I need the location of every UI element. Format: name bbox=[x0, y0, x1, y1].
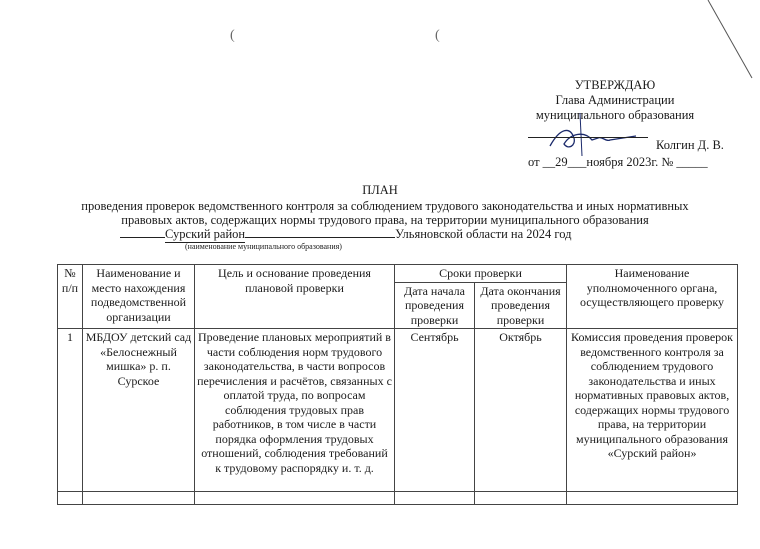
plan-subtitle bbox=[60, 199, 710, 227]
cell-start-date: Сентябрь bbox=[395, 329, 475, 492]
header-authority: Наименование уполномоченного органа, осуществляющего проверку bbox=[567, 265, 738, 329]
plan-municipality-line bbox=[120, 227, 572, 243]
plan-subtitle-line: проведения проверок ведомственного контроля за соблюдением трудового законодательства и иных нормативных bbox=[81, 199, 689, 213]
cell-organization: МБДОУ детский сад «Белоснежный мишка» р. п. Сурское bbox=[83, 329, 195, 492]
approval-date: от __29___ноября 2023г. № _____ bbox=[528, 155, 708, 169]
cell-empty bbox=[475, 492, 567, 505]
header-goal: Цель и основание проведения плановой проверки bbox=[195, 265, 395, 329]
cell-empty bbox=[195, 492, 395, 505]
header-organization: Наименование и место нахождения подведомственной организации bbox=[83, 265, 195, 329]
plan-title: ПЛАН bbox=[362, 183, 398, 197]
cell-num: 1 bbox=[58, 329, 83, 492]
cell-goal: Проведение плановых мероприятий в части соблюдения норм трудового законодательства, в части вопросов перечисления и расчётов, связанных с оплатой труда, по вопросам соблюдения трудовых прав работников, в том числе в части порядка оформления трудовых отношений, соблюдения требований к трудовому распорядку и. т. д. bbox=[195, 329, 395, 492]
header-start-date: Дата начала проведения проверки bbox=[395, 282, 475, 329]
plan-subtitle-line: правовых актов, содержащих нормы трудового права, на территории муниципального образования bbox=[121, 213, 649, 227]
scan-mark: ( bbox=[230, 28, 235, 43]
cell-authority: Комиссия проведения проверок ведомственного контроля за соблюдением трудового законодательства и иных нормативных правовых актов, содержащих нормы трудового права, на территории муниципального образования «Сурский район» bbox=[567, 329, 738, 492]
table-header-row bbox=[58, 265, 738, 283]
signature-line bbox=[528, 137, 648, 138]
header-terms: Сроки проверки bbox=[395, 265, 567, 283]
approval-title: УТВЕРЖДАЮ bbox=[574, 78, 656, 92]
header-end-date: Дата окончания проведения проверки bbox=[475, 282, 567, 329]
cell-empty bbox=[83, 492, 195, 505]
cell-empty bbox=[58, 492, 83, 505]
cell-empty bbox=[567, 492, 738, 505]
handwritten-signature bbox=[540, 108, 650, 158]
cell-end-date: Октябрь bbox=[475, 329, 567, 492]
blank-underline bbox=[245, 237, 395, 238]
municipality-caption: (наименование муниципального образования) bbox=[185, 242, 342, 251]
plan-region: Ульяновской области на 2024 год bbox=[395, 227, 572, 241]
table-row-empty bbox=[58, 492, 738, 505]
approval-line: Глава Администрации bbox=[555, 93, 675, 107]
header-num: № п/п bbox=[58, 265, 83, 329]
table-row bbox=[58, 329, 738, 492]
approval-line: муниципального образования bbox=[535, 108, 695, 122]
signer-name: Колгин Д. В. bbox=[656, 138, 724, 152]
scan-artifact-line bbox=[700, 0, 760, 80]
inspection-plan-table bbox=[57, 264, 738, 505]
plan-district: Сурский район bbox=[165, 227, 246, 241]
cell-empty bbox=[395, 492, 475, 505]
blank-underline bbox=[120, 237, 165, 238]
scan-mark: ( bbox=[435, 28, 440, 43]
